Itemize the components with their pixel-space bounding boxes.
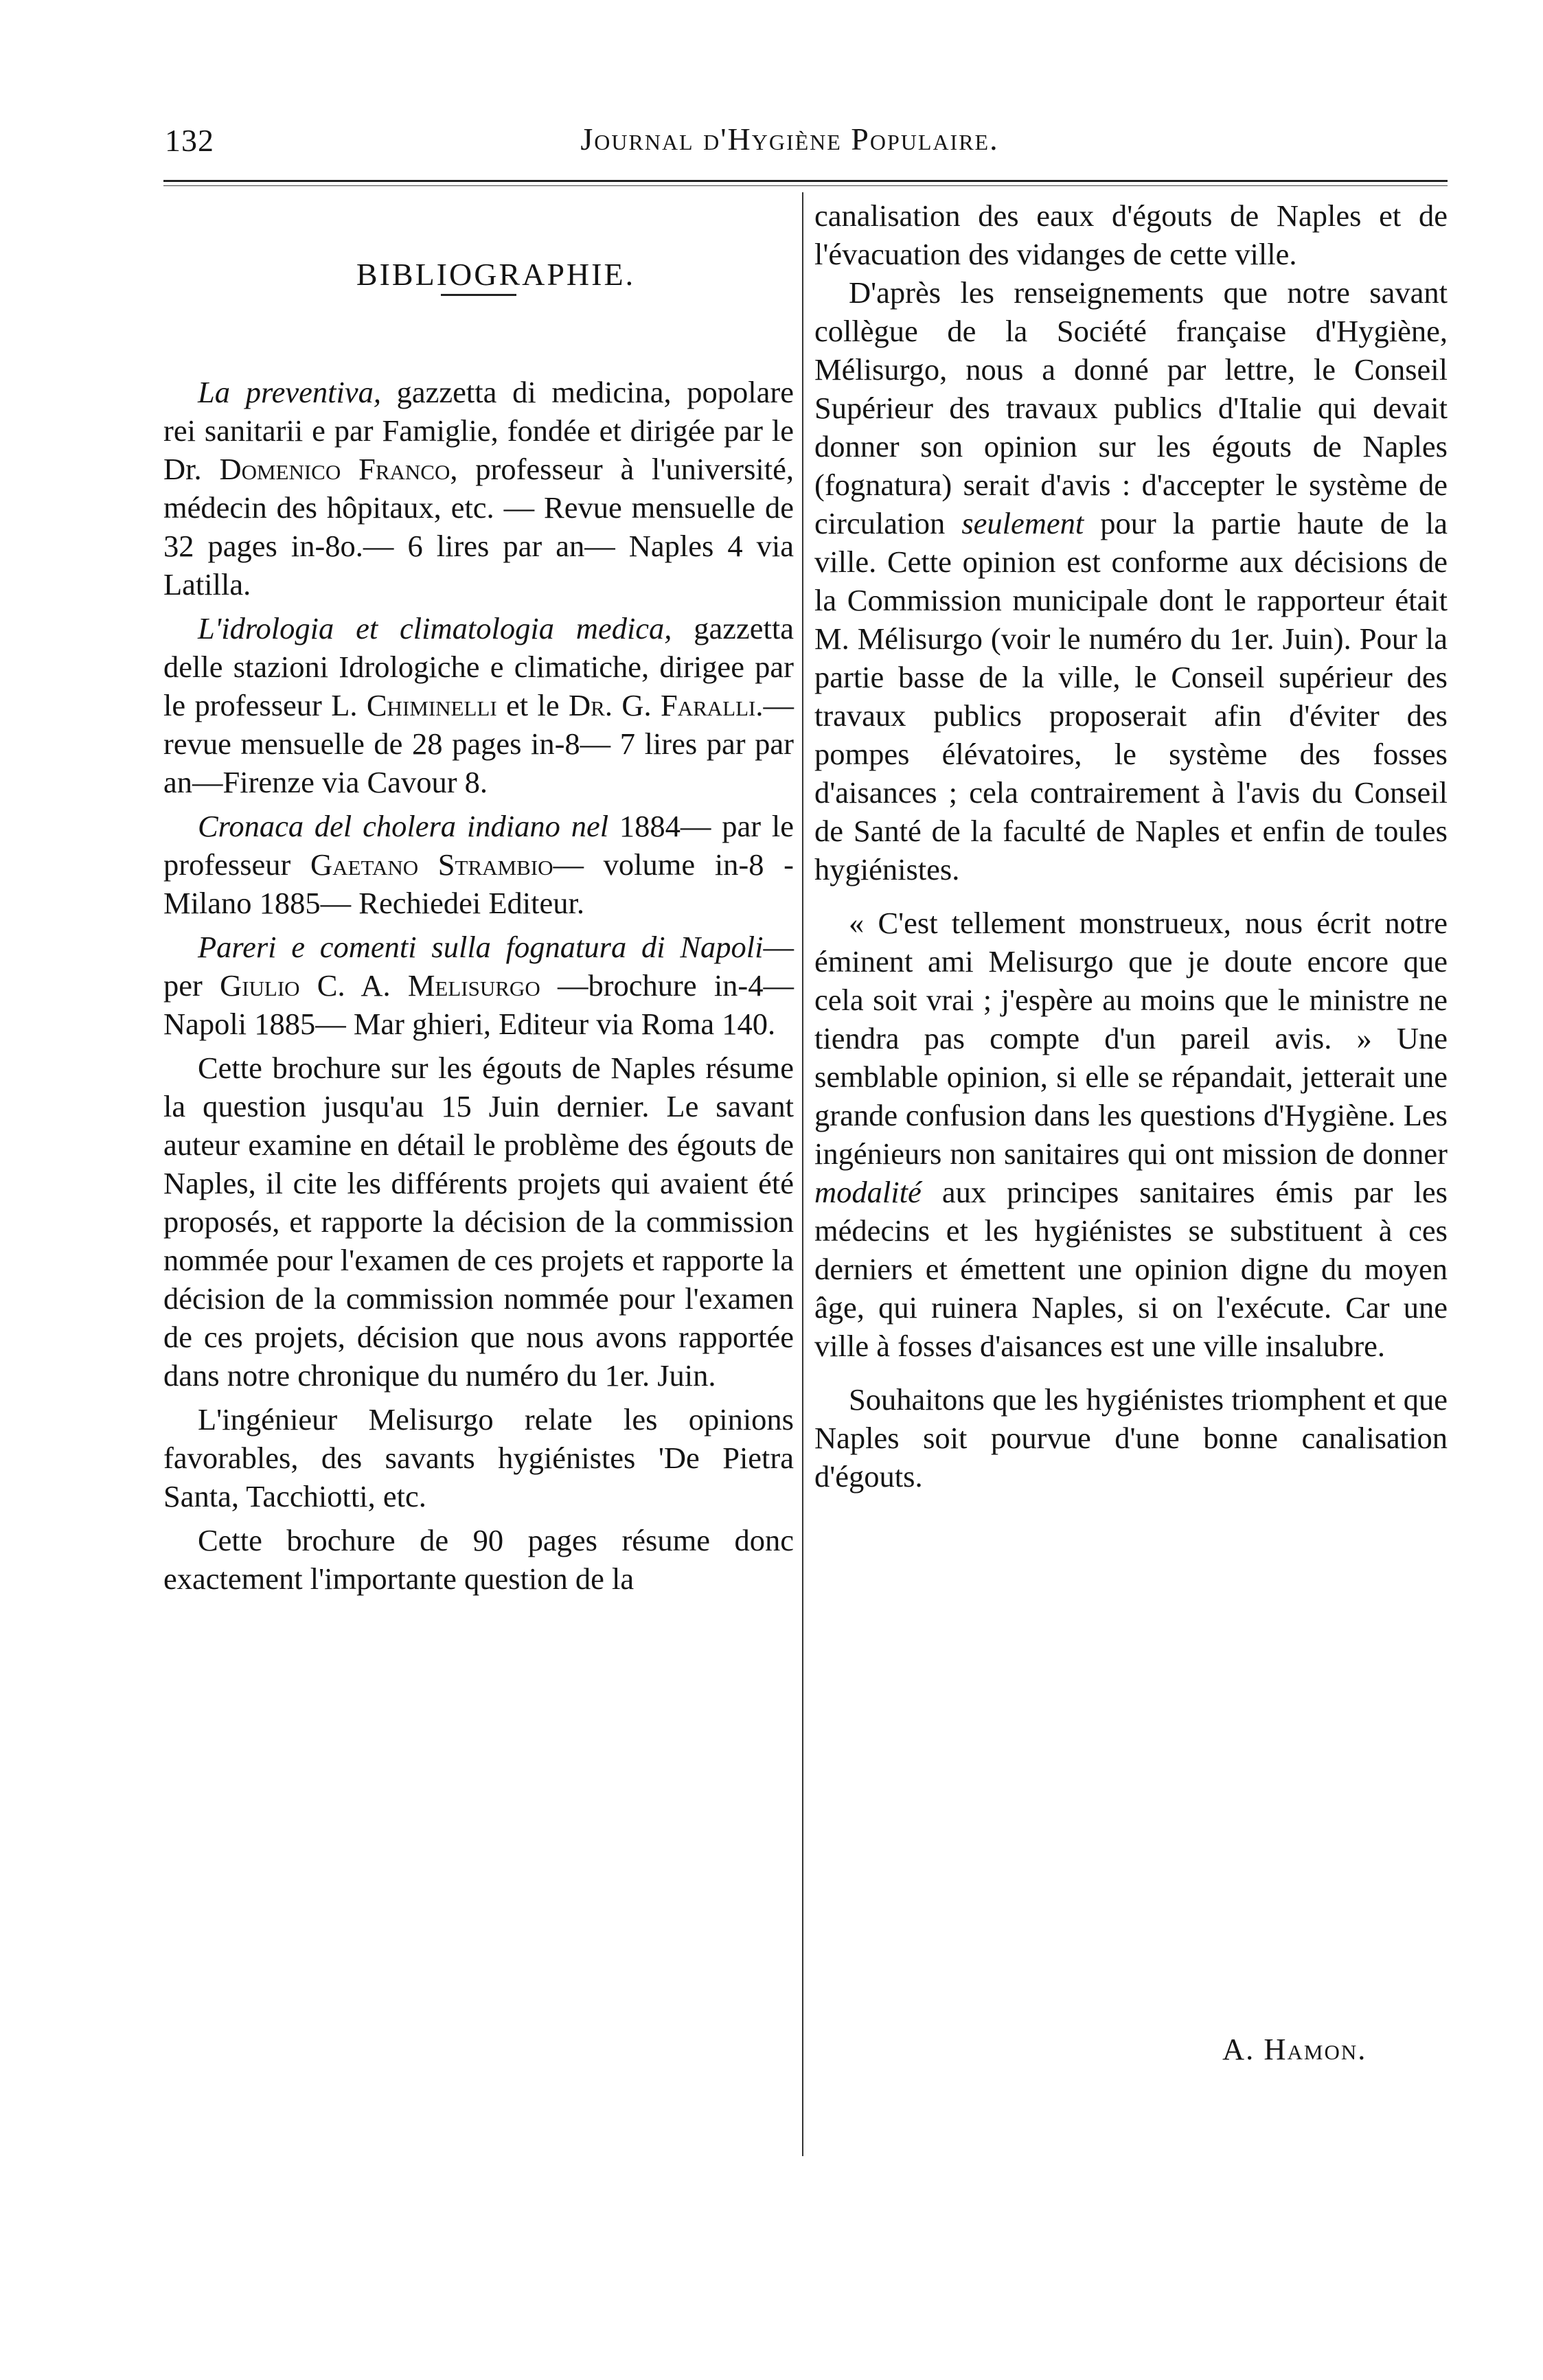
- left-column: [163, 255, 794, 1598]
- section-title: BIBLIOGRAPHIE.: [356, 257, 636, 292]
- body-paragraph: L'ingénieur Melisurgo relate les opinions favorables, des savants hygiénistes 'De Pietra Santa, Tacchiotti, etc.: [163, 1402, 794, 1513]
- body-paragraph: [814, 273, 1448, 889]
- entry-text: et le: [496, 688, 569, 722]
- entry-text: —brochure in-4— Napoli 1885— Mar ghieri, Editeur via Roma 140.: [163, 968, 795, 1041]
- body-paragraph: [814, 904, 1448, 1365]
- entry-author: L. Chiminelli: [331, 688, 497, 722]
- header-rule-thin: [163, 185, 1448, 186]
- paragraph-text: « C'est tellement monstrueux, nous écrit notre éminent ami Melisurgo que je doute encore que cela soit vrai ; j'espère au moins que le ministre ne tiendra pas compte d'un pareil avis. » Une semblable opinion, si elle se répandait, jetterait une grande confusion dans les questions d'Hygiène. Les ingénieurs non sanitaires qui ont mission de donner: [814, 906, 1448, 1171]
- body-paragraph: Cette brochure sur les égouts de Naples résume la question jusqu'au 15 Juin dernier. Le savant auteur examine en détail le problème des égouts de Naples, il cite les différents projets qui avaient été proposés, et rapporte la décision de la commission nommée pour l'examen de ces projets et rapporte la décision de la commission nommée pour l'examen de ces projets, décision que nous avons rapportée dans notre chronique du numéro du 1er. Juin.: [163, 1051, 794, 1393]
- running-head: Journal d'Hygiène Populaire.: [580, 122, 999, 157]
- right-column: [814, 196, 1448, 1496]
- entry-text: .— revue mensuelle de 28 pages in-8— 7 lires par par an—Firenze via Cavour 8.: [163, 688, 794, 799]
- bibliography-entry: [163, 609, 794, 801]
- entry-title: Cronaca del cholera indiano nel: [198, 809, 609, 843]
- entry-text: gazzetta di medicina, popolare rei sanitarii e par Famiglie, fondée et dirigée par le Dr.: [163, 375, 794, 486]
- entry-author: Dr. G. Faralli: [569, 688, 756, 722]
- bibliography-entry: [163, 807, 794, 922]
- entry-title: L'idrologia et climatologia medica,: [198, 611, 672, 645]
- entry-text: — per: [163, 930, 794, 1003]
- entry-author: Domenico Franco: [219, 452, 450, 486]
- paragraph-text: aux principes sanitaires émis par les médecins et les hygiénistes se substituent à ces derniers et émettent une opinion digne du moyen âge, qui ruinera Naples, si on l'exécute. Car une ville à fosses d'aisances est une ville insalubre.: [814, 1175, 1448, 1363]
- title-dash: [441, 294, 516, 296]
- entry-title: La preventiva,: [198, 375, 381, 409]
- column-divider: [802, 192, 803, 2156]
- page-number: 132: [165, 123, 214, 158]
- entry-author: Gaetano Strambio: [310, 847, 553, 882]
- entry-author: Giulio C. A. Melisurgo: [220, 968, 540, 1003]
- emphasis-text: seulement: [961, 506, 1084, 540]
- entry-text: gazzetta delle stazioni Idrologiche e climatiche, dirigee par le professeur: [163, 611, 794, 722]
- body-paragraph: Souhaitons que les hygiénistes triomphent et que Naples soit pourvue d'une bonne canalisation d'égouts.: [814, 1382, 1448, 1494]
- entry-title: Pareri e comenti sulla fognatura di Napoli: [198, 930, 764, 964]
- bibliography-entry: [163, 373, 794, 604]
- body-paragraph: Cette brochure de 90 pages résume donc exactement l'importante question de la: [163, 1523, 794, 1596]
- paragraph-text: D'après les renseignements que notre savant collègue de la Société française d'Hygiène, Mélisurgo, nous a donné par lettre, le Conseil Supérieur des travaux publics d'Italie qui devait donner son opinion sur les égouts de Naples (fognatura) serait d'avis : d'accepter le système de circulation: [814, 275, 1448, 540]
- body-paragraph: canalisation des eaux d'égouts de Naples et de l'évacuation des vidanges de cette ville.: [814, 198, 1448, 271]
- bibliography-entry: [163, 928, 794, 1043]
- entry-text: — volume in-8 - Milano 1885— Rechiedei Editeur.: [163, 847, 794, 920]
- header-rule: [163, 180, 1448, 182]
- entry-text: , professeur à l'université, médecin des hôpitaux, etc. — Revue mensuelle de 32 pages in-8o.— 6 lires par an— Naples 4 via Latilla.: [163, 452, 795, 602]
- emphasis-text: modalité: [814, 1175, 922, 1209]
- entry-text: 1884— par le professeur: [163, 809, 794, 882]
- paragraph-text: pour la partie haute de la ville. Cette opinion est conforme aux décisions de la Commission municipale dont le rapporteur était M. Mélisurgo (voir le numéro du 1er. Juin). Pour la partie basse de la ville, le Conseil supérieur des travaux publics proposerait afin d'éviter des pompes élévatoires, le système des fosses d'aisances ; cela contrairement à l'avis du Conseil de Santé de la faculté de Naples et enfin de toules hygiénistes.: [814, 506, 1448, 886]
- author-signature: A. Hamon.: [1222, 2032, 1367, 2066]
